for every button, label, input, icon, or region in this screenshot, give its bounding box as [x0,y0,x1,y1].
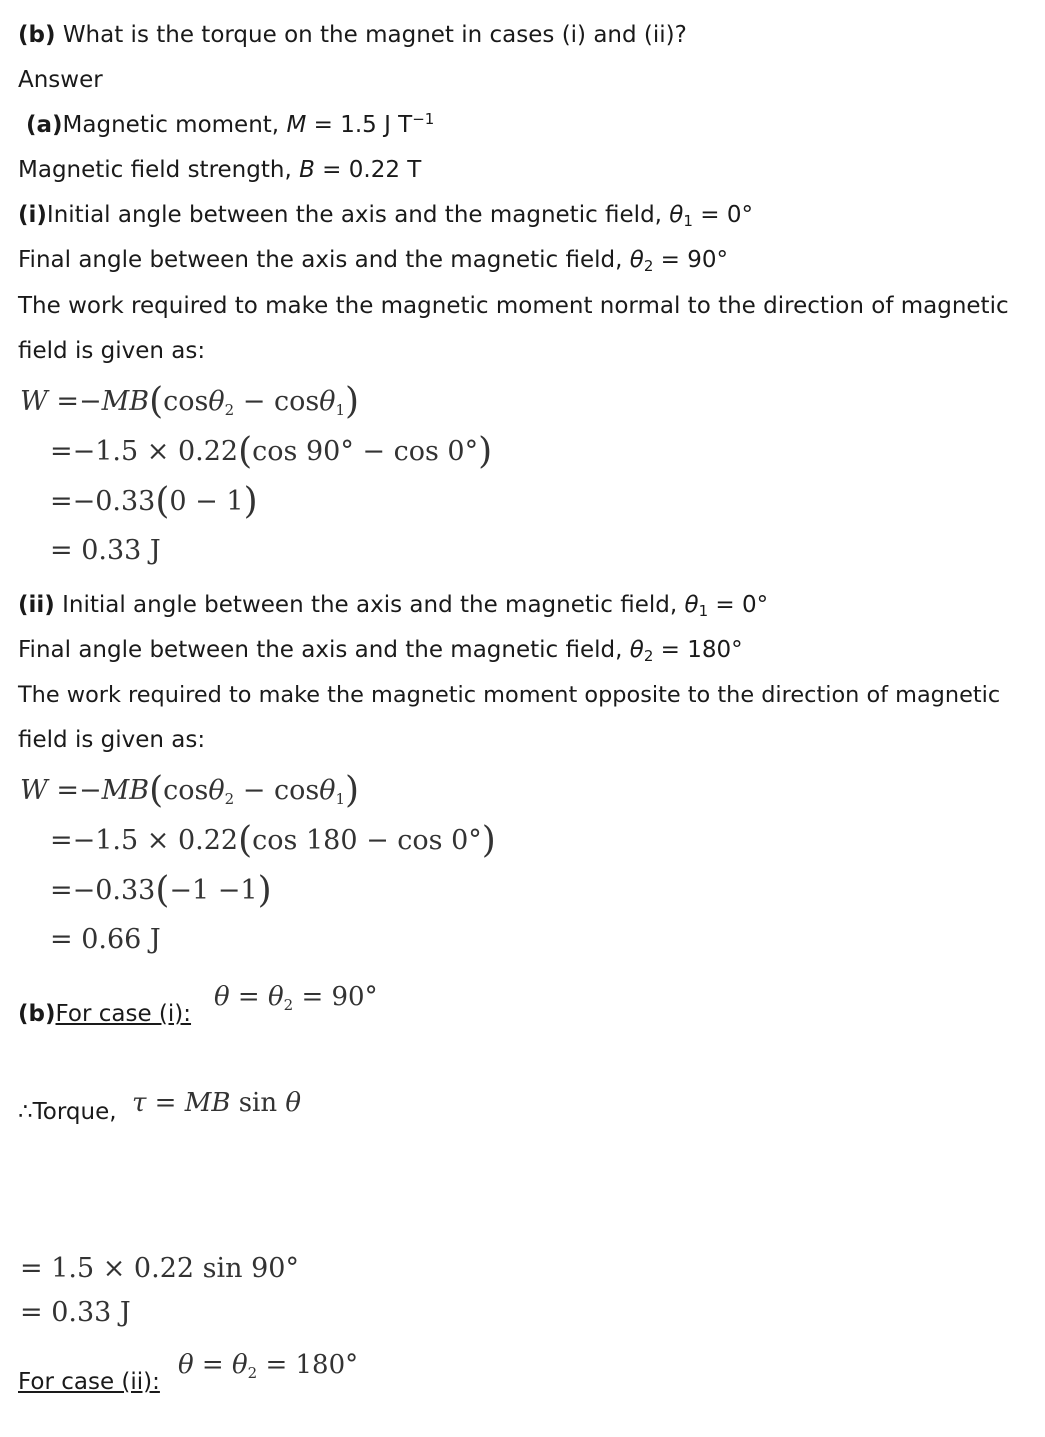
theta-symbol: θ [214,982,230,1012]
part-b-label: (b) [18,1001,56,1027]
theta-sub: 2 [224,790,235,808]
case-i-work-line1: The work required to make the magnetic moment normal to the direction of magnetic [18,293,1009,319]
paren-open-icon: ( [149,770,164,811]
torque-calc-line2: = 0.33 J [20,1297,131,1328]
torque-prefix: ∴Torque, [18,1099,117,1125]
eq-text: =−1.5 × 0.22 [50,436,239,467]
eq-sign: = [229,982,268,1012]
part-a-label: (a) [26,112,63,138]
torque-calc-line1: = 1.5 × 0.22 sin 90° [20,1253,299,1284]
paren-close-icon: ) [243,481,258,522]
moment-text: Magnetic moment, [62,112,287,138]
theta-sub: 1 [335,790,346,808]
theta-sub: 2 [247,1364,258,1382]
tau-symbol: τ [132,1088,147,1118]
case-i-final-line [18,245,728,275]
work-symbol: W [20,775,48,806]
paren-open-icon: ( [149,381,164,422]
case-i-final-value: = 90° [653,247,729,273]
theta-symbol: θ [629,637,644,663]
eq-inner: −1 −1 [169,875,258,906]
paren-open-icon: ( [155,870,170,911]
eq-inner: cos 180 − cos 0° [252,825,482,856]
case-ii-eq-line4: = 0.66 J [50,924,161,955]
field-symbol: B [299,157,315,183]
magnetic-moment-line [26,110,434,140]
case-i-eq-line2 [50,431,493,472]
case-ii-initial-text: Initial angle between the axis and the magnetic field, [54,592,685,618]
eq-sign: = [146,1088,185,1118]
theta-symbol: θ [178,1350,194,1380]
theta-sub: 1 [698,602,709,620]
case-ii-link: For case (ii): [18,1369,160,1395]
paren-close-icon: ) [345,770,360,811]
theta-symbol: θ [208,775,225,806]
theta-symbol: θ [285,1088,302,1118]
case-i-final-text: Final angle between the axis and the magnetic field, [18,247,630,273]
theta-symbol: θ [669,202,684,228]
case-ii-eq-line1 [20,770,360,811]
theta-symbol: θ [267,982,284,1012]
cos-fn: cos [163,386,209,417]
eq-inner: 0 − 1 [169,486,244,517]
theta-sub: 1 [335,401,346,419]
eq-sign: =− [47,775,102,806]
case-ii-initial-value: = 0° [708,592,769,618]
theta-sub: 2 [643,257,654,275]
cos-fn: − cos [234,386,320,417]
case-ii-final-line [18,635,743,665]
eq-text: =−0.33 [50,875,156,906]
part-b-case-i-heading [18,999,191,1029]
work-symbol: W [20,386,48,417]
case-i-initial-value: = 0° [692,202,753,228]
eq-text: =−0.33 [50,486,156,517]
mb-symbol: MB [101,386,150,417]
case-i-work-line2: field is given as: [18,338,206,364]
sin-fn: sin [230,1088,286,1118]
theta-symbol: θ [319,775,336,806]
moment-symbol: M [286,112,307,138]
paren-open-icon: ( [238,820,253,861]
theta-symbol: θ [319,386,336,417]
eq-sign: =− [47,386,102,417]
theta-sub: 2 [283,996,294,1014]
theta-sub: 2 [224,401,235,419]
theta-symbol: θ [629,247,644,273]
answer-heading: Answer [18,67,103,93]
eq-value: = 180° [257,1350,359,1380]
field-text: Magnetic field strength, [18,157,300,183]
paren-close-icon: ) [345,381,360,422]
theta-sub: 2 [643,647,654,665]
cos-fn: − cos [234,775,320,806]
eq-sign: = [193,1350,232,1380]
case-i-link: For case (i): [55,1001,192,1027]
theta-symbol: θ [231,1350,248,1380]
eq-inner: cos 90° − cos 0° [252,436,479,467]
paren-close-icon: ) [257,870,272,911]
case-i-initial-line [18,200,753,230]
case-ii-work-line1: The work required to make the magnetic moment opposite to the direction of magnetic [18,682,1001,708]
field-value: = 0.22 T [314,157,422,183]
part-b-case-ii-heading [18,1367,160,1397]
case-ii-label: (ii) [18,592,55,618]
case-ii-eq-line3 [50,870,272,911]
part-b-case-i-eq [214,980,378,1014]
theta-sub: 1 [683,212,693,230]
paren-close-icon: ) [481,820,496,861]
case-i-initial-text: Initial angle between the axis and the magnetic field, [46,202,670,228]
question-b-text: What is the torque on the magnet in cases (i) and (ii)? [62,22,687,48]
case-i-label: (i) [18,202,47,228]
case-i-eq-line3 [50,481,258,522]
case-ii-eq-line2 [50,820,496,861]
case-ii-final-value: = 180° [653,637,743,663]
paren-close-icon: ) [478,431,493,472]
question-b-label: (b) [18,22,56,48]
theta-symbol: θ [684,592,699,618]
paren-open-icon: ( [238,431,253,472]
case-i-eq-line1 [20,381,360,422]
theta-symbol: θ [208,386,225,417]
case-ii-final-text: Final angle between the axis and the magnetic field, [18,637,630,663]
moment-exponent: −1 [412,110,435,128]
torque-line [18,1097,117,1127]
case-ii-work-line2: field is given as: [18,727,206,753]
mb-symbol: MB [184,1088,231,1118]
part-b-case-ii-eq [178,1348,358,1382]
cos-fn: cos [163,775,209,806]
case-ii-initial-line [18,590,768,620]
moment-value: = 1.5 J T [306,112,413,138]
paren-open-icon: ( [155,481,170,522]
eq-value: = 90° [293,982,378,1012]
field-strength-line [18,155,421,185]
case-i-eq-line4: = 0.33 J [50,535,161,566]
question-b [18,20,687,50]
mb-symbol: MB [101,775,150,806]
eq-text: =−1.5 × 0.22 [50,825,239,856]
torque-formula [132,1086,301,1120]
